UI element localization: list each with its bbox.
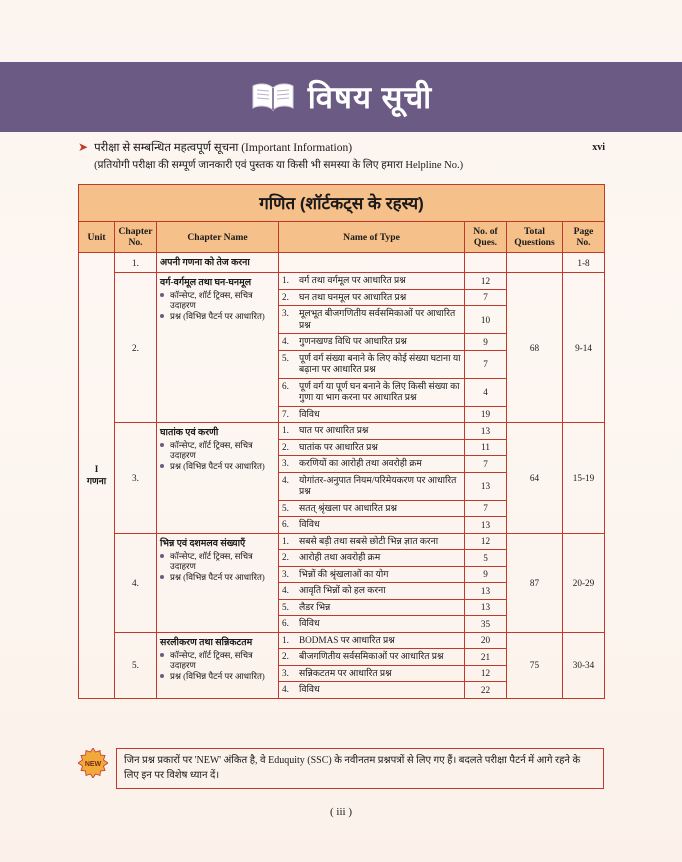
ques-count: 21: [465, 649, 507, 666]
info-page-ref: xvi: [592, 142, 605, 153]
ques-count: 12: [465, 533, 507, 550]
content-area: [78, 140, 604, 699]
col-no-of-ques: No. of Ques.: [465, 222, 507, 253]
unit-name: गणना: [86, 475, 107, 486]
page-range: 9-14: [563, 273, 605, 423]
chapter-name: [157, 273, 279, 423]
ques-count: 11: [465, 439, 507, 456]
ques-count: 22: [465, 682, 507, 699]
chapter-subitems: [160, 650, 275, 681]
ques-count: 7: [465, 456, 507, 473]
ques-count: 9: [465, 566, 507, 583]
page-range: 20-29: [563, 533, 605, 632]
table-row: [79, 533, 605, 550]
page-range: 15-19: [563, 423, 605, 534]
ques-count: 13: [465, 423, 507, 440]
type-cell: [279, 253, 465, 273]
type-cell: 7. विविध: [279, 406, 465, 423]
ques-count: 12: [465, 273, 507, 290]
ques-count: 5: [465, 550, 507, 567]
chapter-title: घातांक एवं करणी: [160, 428, 219, 438]
table-row: [79, 423, 605, 440]
type-cell: 1. वर्ग तथा वर्गमूल पर आधारित प्रश्न: [279, 273, 465, 290]
info-line-1: परीक्षा से सम्बन्धित महत्वपूर्ण सूचना (Important Information): [94, 142, 353, 154]
chapter-name: [157, 533, 279, 632]
type-cell: 5. लैडर भिन्न: [279, 599, 465, 616]
type-cell: 2. बीजगणितीय सर्वसमिकाओं पर आधारित प्रश्न: [279, 649, 465, 666]
chapter-no: 1.: [115, 253, 157, 273]
col-chapter-no: Chapter No.: [115, 222, 157, 253]
table-title: गणित (शॉर्टकट्स के रहस्य): [79, 185, 605, 222]
type-cell: 2. घन तथा घनमूल पर आधारित प्रश्न: [279, 289, 465, 306]
list-item: प्रश्न (विभिन्न पैटर्न पर आधारित): [160, 311, 275, 321]
table-row: [79, 632, 605, 649]
list-item: कॉन्सेप्ट, शॉर्ट ट्रिक्स, सचित्र उदाहरण: [160, 650, 275, 670]
col-page-no: Page No.: [563, 222, 605, 253]
type-cell: 3. करणियों का आरोही तथा अवरोही क्रम: [279, 456, 465, 473]
type-cell: 2. आरोही तथा अवरोही क्रम: [279, 550, 465, 567]
list-item: कॉन्सेप्ट, शॉर्ट ट्रिक्स, सचित्र उदाहरण: [160, 551, 275, 571]
svg-text:NEW: NEW: [84, 761, 102, 768]
ques-count: 35: [465, 616, 507, 633]
chapter-title: सरलीकरण तथा सन्निकटतम: [160, 637, 253, 648]
chapter-name: [157, 632, 279, 698]
unit-number: I: [94, 463, 99, 474]
type-cell: 6. विविध: [279, 616, 465, 633]
total-questions: [507, 253, 563, 273]
ques-count: 10: [465, 306, 507, 334]
total-questions: 64: [507, 423, 563, 534]
col-unit: Unit: [79, 222, 115, 253]
info-line-2: (प्रतियोगी परीक्षा की सम्पूर्ण जानकारी एवं पुस्तक या किसी भी समस्या के लिए हमारा Helpline No.): [94, 160, 464, 171]
list-item: प्रश्न (विभिन्न पैटर्न पर आधारित): [160, 572, 275, 582]
table-row: [79, 253, 605, 273]
col-name-of-type: Name of Type: [279, 222, 465, 253]
ques-count: 13: [465, 472, 507, 500]
unit-cell: [79, 253, 115, 699]
total-questions: 75: [507, 632, 563, 698]
ques-count: 7: [465, 350, 507, 378]
arrow-bullet-icon: ➤: [78, 140, 89, 154]
col-chapter-name: Chapter Name: [157, 222, 279, 253]
chapter-title: भिन्न एवं दशमलव संख्याएँ: [160, 538, 246, 549]
footnote-text: जिन प्रश्न प्रकारों पर 'NEW' अंकित है, वे Eduquity (SSC) के नवीनतम प्रश्नपत्रों से लिए गए हैं। बदलते परीक्षा पैटर्न में आगे रहने के लिए इन पर विशेष ध्यान दें।: [116, 748, 604, 789]
important-information-note: [78, 140, 604, 172]
type-cell: 1. घात पर आधारित प्रश्न: [279, 423, 465, 440]
list-item: कॉन्सेप्ट, शॉर्ट ट्रिक्स, सचित्र उदाहरण: [160, 290, 275, 310]
total-questions: 87: [507, 533, 563, 632]
ques-count: 19: [465, 406, 507, 423]
type-cell: 5. सतत् श्रृंखला पर आधारित प्रश्न: [279, 500, 465, 517]
ques-count: 7: [465, 289, 507, 306]
type-cell: 6. विविध: [279, 517, 465, 534]
ques-count: 13: [465, 517, 507, 534]
chapter-title: वर्ग-वर्गमूल तथा घन-घनमूल: [160, 278, 252, 288]
table-row: [79, 273, 605, 290]
ques-count: 20: [465, 632, 507, 649]
ques-count: 13: [465, 583, 507, 600]
ques-count: 7: [465, 500, 507, 517]
type-cell: 3. सन्निकटतम पर आधारित प्रश्न: [279, 665, 465, 682]
total-questions: 68: [507, 273, 563, 423]
list-item: प्रश्न (विभिन्न पैटर्न पर आधारित): [160, 671, 275, 681]
type-cell: 2. घातांक पर आधारित प्रश्न: [279, 439, 465, 456]
ques-count: 4: [465, 378, 507, 406]
chapter-no: 5.: [115, 632, 157, 698]
chapter-subitems: [160, 440, 275, 471]
chapter-subitems: [160, 290, 275, 321]
chapter-name: अपनी गणना को तेज करना: [157, 253, 279, 273]
contents-table: [78, 184, 605, 699]
chapter-no: 4.: [115, 533, 157, 632]
page-number: ( iii ): [330, 806, 352, 818]
page-range: 30-34: [563, 632, 605, 698]
chapter-no: 3.: [115, 423, 157, 534]
page-range: 1-8: [563, 253, 605, 273]
type-cell: 1. BODMAS पर आधारित प्रश्न: [279, 632, 465, 649]
type-cell: 4. विविध: [279, 682, 465, 699]
type-cell: 1. सबसे बड़ी तथा सबसे छोटी भिन्न ज्ञात करना: [279, 533, 465, 550]
chapter-no: 2.: [115, 273, 157, 423]
header: [0, 62, 682, 132]
list-item: कॉन्सेप्ट, शॉर्ट ट्रिक्स, सचित्र उदाहरण: [160, 440, 275, 460]
type-cell: 3. मूलभूत बीजगणितीय सर्वसमिकाओं पर आधारित प्रश्न: [279, 306, 465, 334]
col-total-questions: Total Questions: [507, 222, 563, 253]
type-cell: 4. गुणनखण्ड विधि पर आधारित प्रश्न: [279, 334, 465, 351]
chapter-name: [157, 423, 279, 534]
ques-count: [465, 253, 507, 273]
ques-count: 13: [465, 599, 507, 616]
type-cell: 3. भिन्नों की श्रृंखलाओं का योग: [279, 566, 465, 583]
open-book-icon: [250, 80, 296, 114]
type-cell: 4. आवृति भिन्नों को हल करना: [279, 583, 465, 600]
new-badge-icon: [78, 748, 108, 778]
page-title: विषय सूची: [307, 80, 433, 115]
table-title-row: [79, 185, 605, 222]
footnote: [78, 748, 604, 789]
type-cell: 4. योगांतर-अनुपात नियम/परिमेयकरण पर आधारित प्रश्न: [279, 472, 465, 500]
type-cell: 5. पूर्ण वर्ग संख्या बनाने के लिए कोई संख्या घटाना या बढ़ाना पर आधारित प्रश्न: [279, 350, 465, 378]
list-item: प्रश्न (विभिन्न पैटर्न पर आधारित): [160, 461, 275, 471]
type-cell: 6. पूर्ण वर्ग या पूर्ण घन बनाने के लिए किसी संख्या का गुणा या भाग करना पर आधारित प्रश्न: [279, 378, 465, 406]
ques-count: 12: [465, 665, 507, 682]
ques-count: 9: [465, 334, 507, 351]
chapter-subitems: [160, 551, 275, 582]
table-header-row: [79, 222, 605, 253]
